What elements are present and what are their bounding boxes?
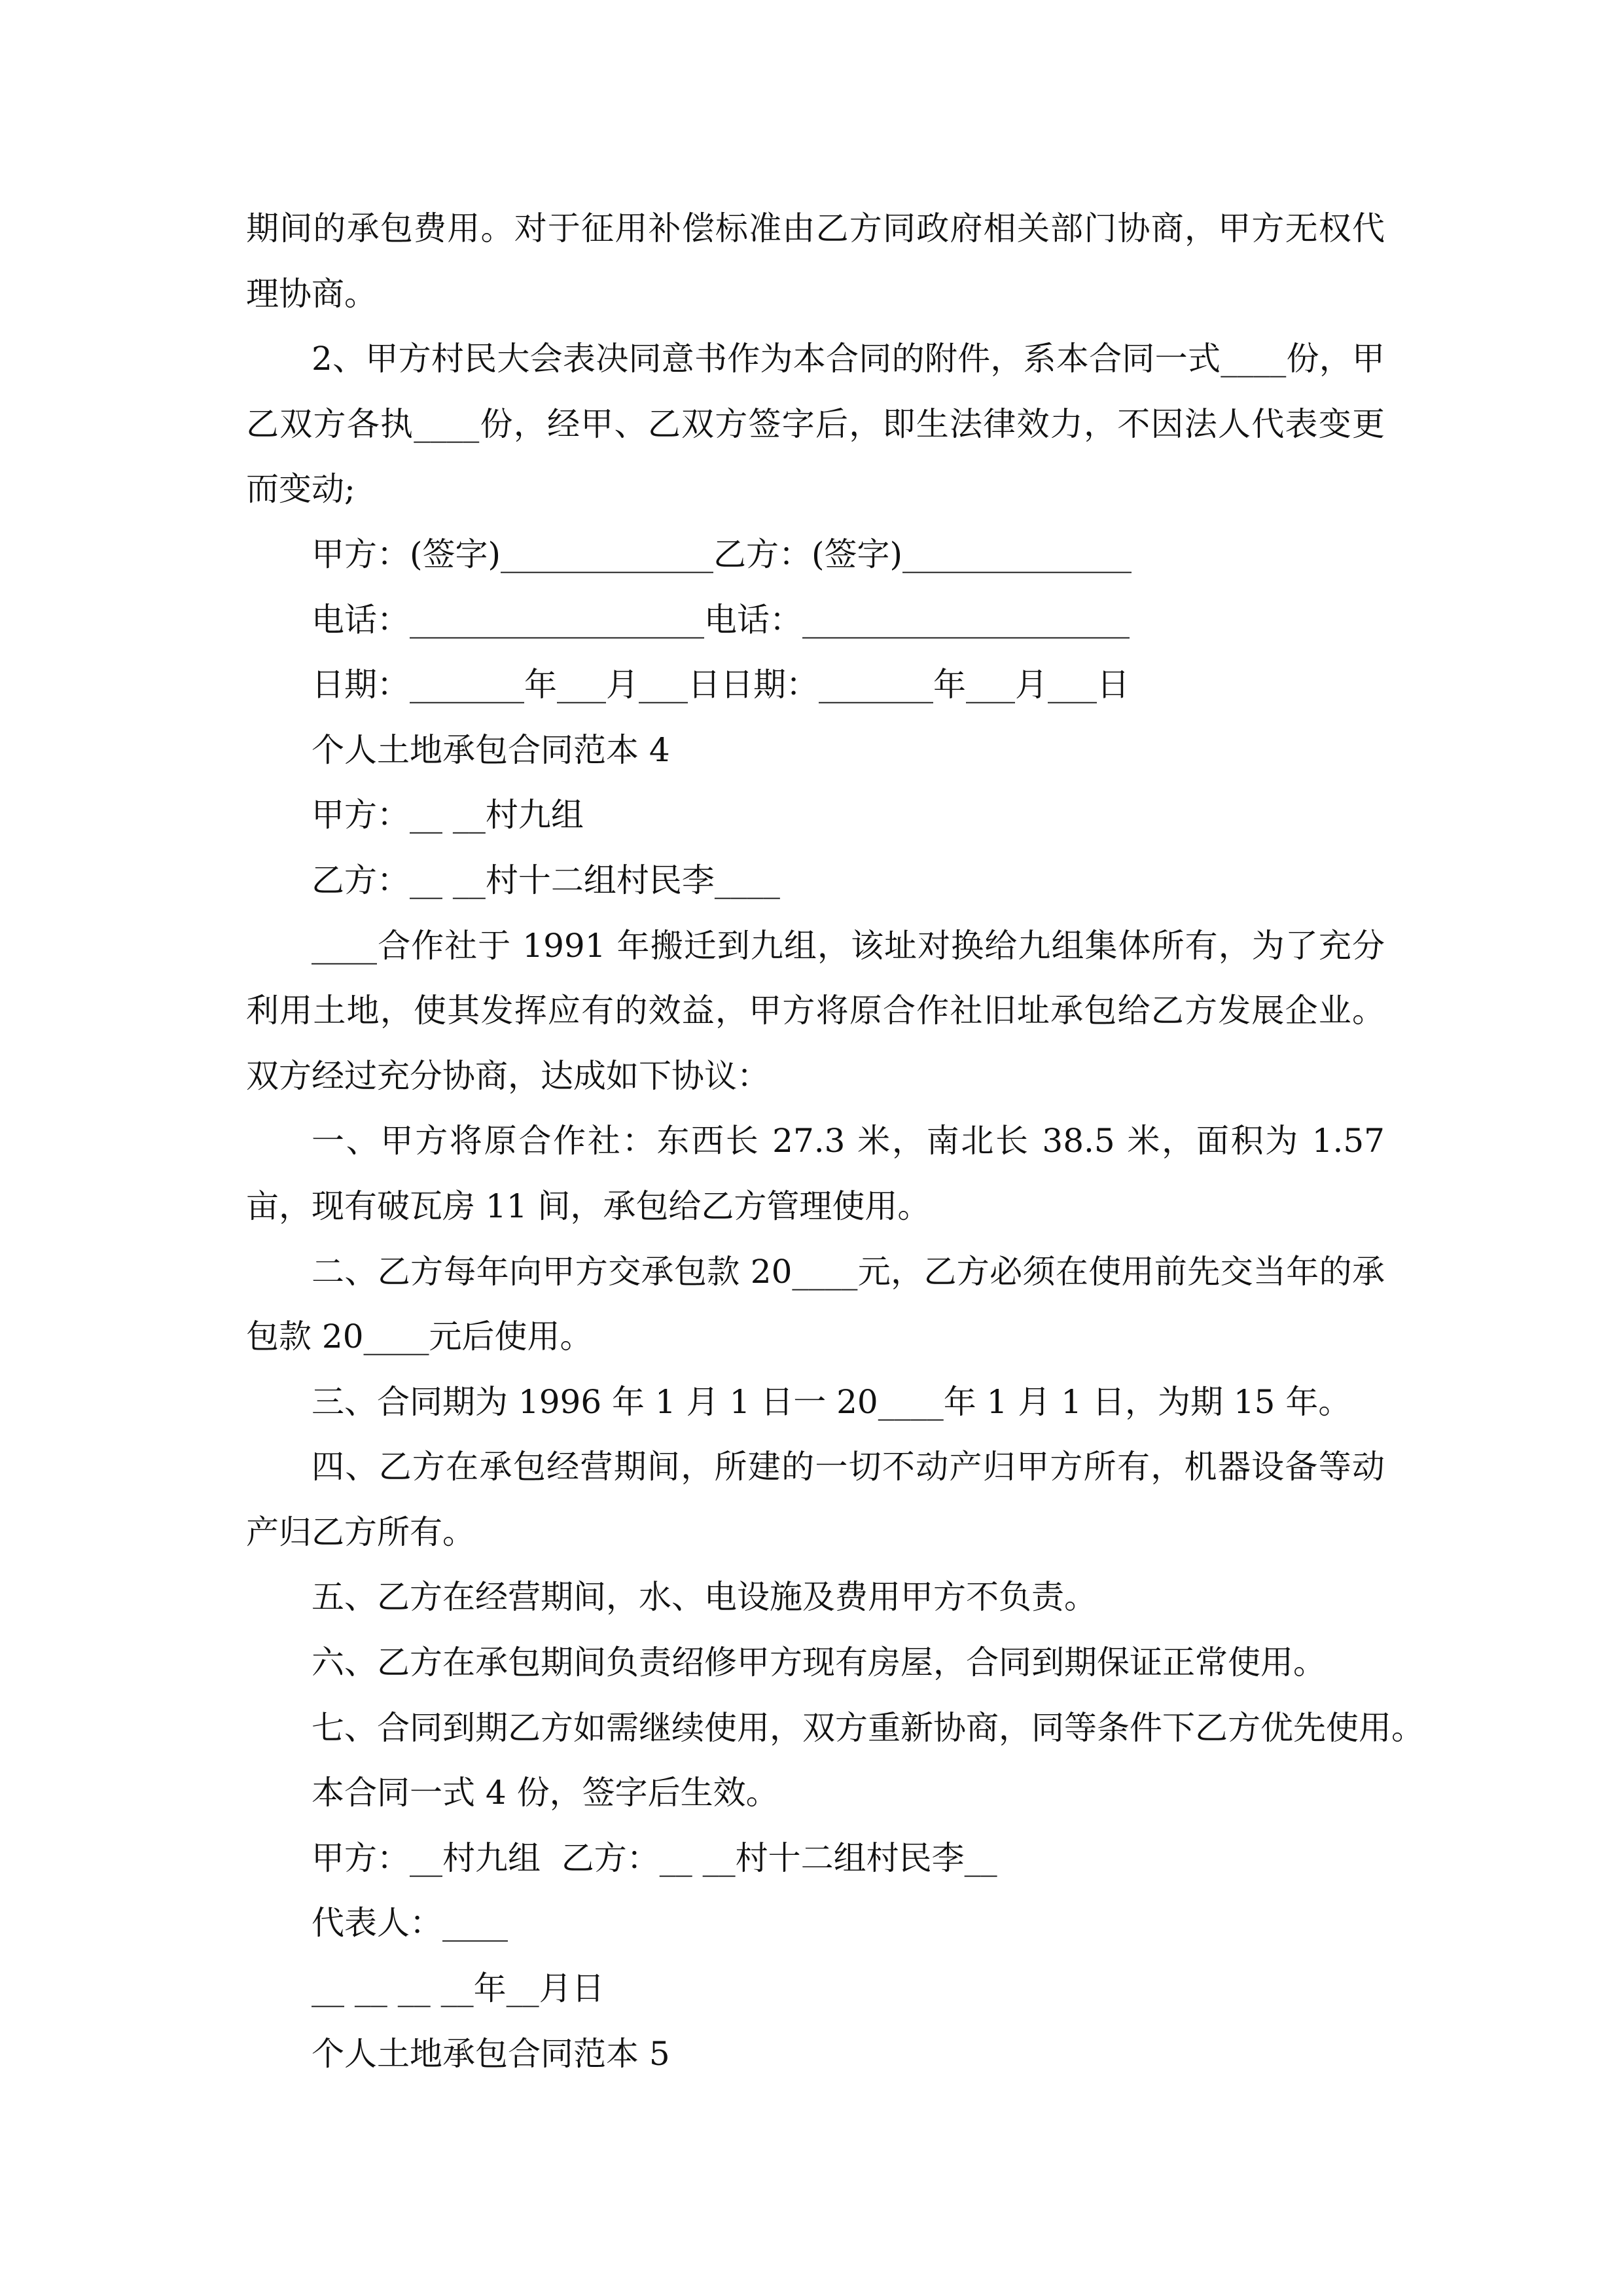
paragraph-article-7: 七、合同到期乙方如需继续使用，双方重新协商，同等条件下乙方优先使用。 xyxy=(312,1708,1424,1747)
paragraph-article-3: 三、合同期为 1996 年 1 月 1 日一 20____年 1 月 1 日，为期 15 年。 xyxy=(312,1382,1351,1421)
paragraph-continuation: 期间的承包费用。对于征用补偿标准由乙方同政府相关部门协商，甲方无权代理协商。 xyxy=(246,209,1385,313)
date-line: 日期：_______年___月___日日期：_______年___月___日 xyxy=(312,666,1130,704)
paragraph-article-2: 二、乙方每年向甲方交承包款 20____元，乙方必须在使用前先交当年的承包款 20____元后使用。 xyxy=(246,1252,1385,1356)
document-body xyxy=(246,196,1424,2087)
copies-line: 本合同一式 4 份，签字后生效。 xyxy=(312,1774,779,1812)
section-heading-5: 个人土地承包合同范本 5 xyxy=(312,2034,670,2073)
paragraph-article-4: 四、乙方在承包经营期间，所建的一切不动产归甲方所有，机器设备等动产归乙方所有。 xyxy=(246,1448,1385,1551)
paragraph-intro: ____合作社于 1991 年搬迁到九组，该址对换给九组集体所有，为了充分利用土地，使其发挥应有的效益，甲方将原合作社旧址承包给乙方发展企业。双方经过充分协商，达成如下协议： xyxy=(246,926,1385,1095)
paragraph-article-1: 一、甲方将原合作社：东西长 27.3 米，南北长 38.5 米，面积为 1.57 亩，现有破瓦房 11 间，承包给乙方管理使用。 xyxy=(246,1122,1395,1225)
section-heading-4: 个人土地承包合同范本 4 xyxy=(312,730,670,769)
signature-line: 甲方：(签字)_____________乙方：(签字)______________ xyxy=(312,535,1132,573)
parties-signature-line: 甲方：__村九组 乙方：__ __村十二组村民李__ xyxy=(312,1839,997,1877)
paragraph-article-6: 六、乙方在承包期间负责绍修甲方现有房屋，合同到期保证正常使用。 xyxy=(312,1643,1326,1682)
closing-date-line: __ __ __ __年__月日 xyxy=(312,1969,605,2008)
representative-line: 代表人：____ xyxy=(312,1904,508,1943)
party-b-line: 乙方：__ __村十二组村民李____ xyxy=(312,861,780,899)
party-a-line: 甲方：__ __村九组 xyxy=(312,796,584,834)
phone-line: 电话：__________________电话：____________________ xyxy=(312,600,1130,639)
paragraph-clause-2: 2、甲方村民大会表决同意书作为本合同的附件，系本合同一式____份，甲乙双方各执____份，经甲、乙双方签字后，即生法律效力，不因法人代表变更而变动; xyxy=(246,340,1385,509)
paragraph-article-5: 五、乙方在经营期间，水、电设施及费用甲方不负责。 xyxy=(312,1578,1097,1617)
